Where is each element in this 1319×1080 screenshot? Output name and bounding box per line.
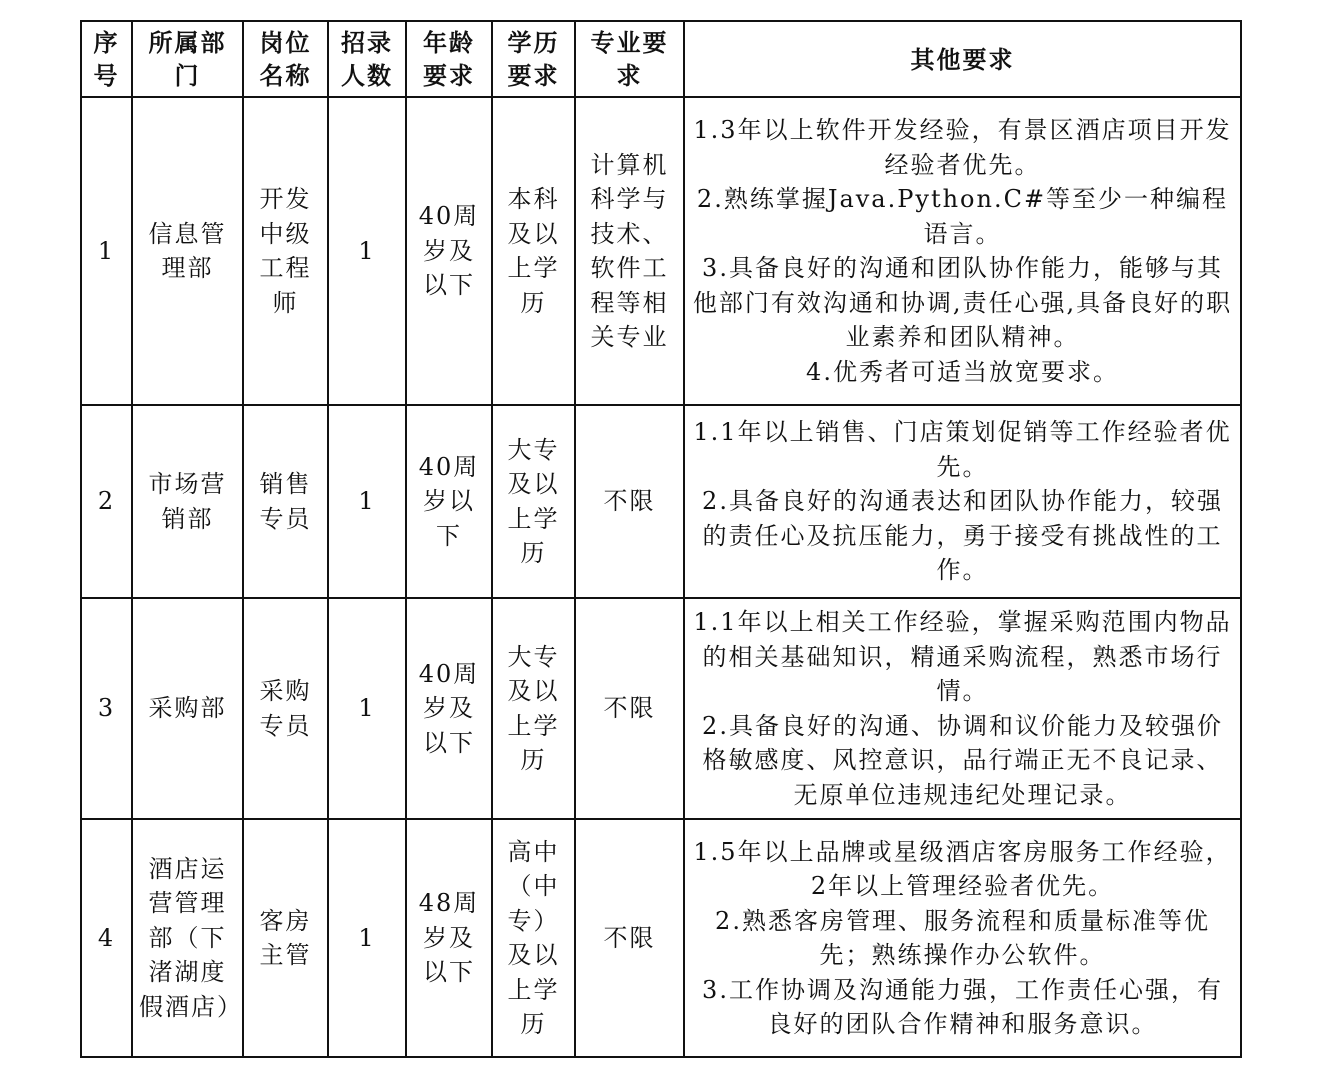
requirement-line: 3.工作协调及沟通能力强，工作责任心强，有良好的团队合作精神和服务意识。 [702,975,1223,1038]
cell-age: 40周岁及以下 [406,97,492,405]
header-other: 其他要求 [684,21,1241,97]
requirement-line: 2.具备良好的沟通、协调和议价能力及较强价格敏感度、风控意识，品行端正无不良记录、无原单位违规违纪处理记录。 [702,711,1223,809]
cell-major: 计算机科学与技术、软件工程等相关专业 [575,97,684,405]
cell-count: 1 [328,598,406,819]
cell-major: 不限 [575,598,684,819]
cell-position: 开发中级工程师 [243,97,328,405]
cell-dept: 酒店运营管理部（下渚湖度假酒店） [132,819,243,1057]
cell-edu: 本科及以上学历 [492,97,575,405]
cell-edu: 大专及以上学历 [492,405,575,598]
header-major: 专业要求 [575,21,684,97]
header-age: 年龄要求 [406,21,492,97]
header-dept: 所属部门 [132,21,243,97]
cell-dept: 市场营销部 [132,405,243,598]
requirement-line: 2.熟悉客房管理、服务流程和质量标准等优先；熟练操作办公软件。 [715,906,1210,969]
cell-requirements [684,97,1241,405]
cell-age: 48周岁及以下 [406,819,492,1057]
header-seq: 序号 [81,21,132,97]
cell-count: 1 [328,819,406,1057]
requirement-line: 1.1年以上销售、门店策划促销等工作经验者优先。 [693,418,1232,481]
table-header [81,21,1241,97]
table-row [81,598,1241,819]
cell-dept: 采购部 [132,598,243,819]
cell-seq: 3 [81,598,132,819]
cell-seq: 4 [81,819,132,1057]
table-row [81,97,1241,405]
cell-age: 40周岁及以下 [406,598,492,819]
table-row [81,405,1241,598]
cell-seq: 2 [81,405,132,598]
cell-requirements [684,598,1241,819]
cell-edu: 大专及以上学历 [492,598,575,819]
cell-count: 1 [328,97,406,405]
cell-seq: 1 [81,97,132,405]
requirement-line: 4.优秀者可适当放宽要求。 [806,357,1119,386]
requirement-line: 1.3年以上软件开发经验，有景区酒店项目开发经验者优先。 [693,116,1232,179]
cell-major: 不限 [575,819,684,1057]
cell-dept: 信息管理部 [132,97,243,405]
cell-edu: 高中（中专）及以上学历 [492,819,575,1057]
requirement-line: 1.5年以上品牌或星级酒店客房服务工作经验，2年以上管理经验者优先。 [693,837,1232,900]
header-edu: 学历要求 [492,21,575,97]
recruitment-table [80,20,1242,1058]
cell-requirements [684,405,1241,598]
cell-position: 销售专员 [243,405,328,598]
cell-position: 采购专员 [243,598,328,819]
table-body [81,97,1241,1057]
header-position: 岗位名称 [243,21,328,97]
cell-count: 1 [328,405,406,598]
requirement-line: 2.具备良好的沟通表达和团队协作能力，较强的责任心及抗压能力，勇于接受有挑战性的工作。 [702,487,1223,585]
header-row [81,21,1241,97]
cell-major: 不限 [575,405,684,598]
cell-position: 客房主管 [243,819,328,1057]
cell-age: 40周岁以下 [406,405,492,598]
table-row [81,819,1241,1057]
requirement-line: 1.1年以上相关工作经验，掌握采购范围内物品的相关基础知识，精通采购流程，熟悉市场行情。 [693,608,1232,705]
requirement-line: 2.熟练掌握Java.Python.C#等至少一种编程语言。 [696,185,1229,248]
header-count: 招录人数 [328,21,406,97]
cell-requirements [684,819,1241,1057]
requirement-line: 3.具备良好的沟通和团队协作能力，能够与其他部门有效沟通和协调,责任心强,具备良好的职业素养和团队精神。 [692,254,1233,351]
